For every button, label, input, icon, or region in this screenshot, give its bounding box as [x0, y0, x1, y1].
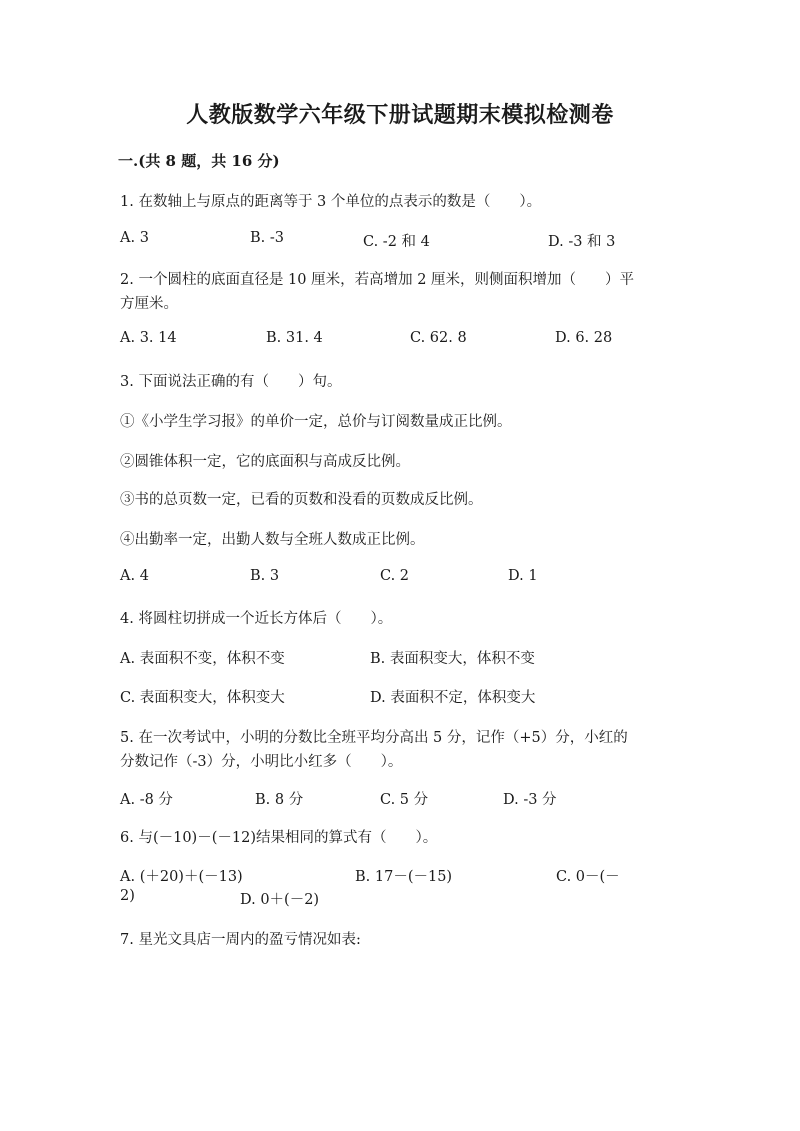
- question-1-option-d: D. -3 和 3: [548, 234, 616, 250]
- question-6-option-a: A. (＋20)＋(－13): [120, 869, 243, 885]
- question-4-stem: 4. 将圆柱切拼成一个近长方体后（ ）。: [120, 611, 393, 627]
- question-3-option-b: B. 3: [250, 568, 280, 584]
- question-3-option-a: A. 4: [120, 568, 149, 584]
- question-5-option-d: D. -3 分: [503, 792, 557, 808]
- question-2-stem-line-2: 方厘米。: [120, 296, 178, 312]
- question-1-option-c: C. -2 和 4: [363, 234, 430, 250]
- question-5-stem-line-2: 分数记作（-3）分，小明比小红多（ ）。: [120, 754, 403, 770]
- question-2-option-c: C. 62. 8: [410, 330, 467, 346]
- question-5-option-c: C. 5 分: [380, 792, 429, 808]
- question-1-stem: 1. 在数轴上与原点的距离等于 3 个单位的点表示的数是（ ）。: [120, 194, 542, 210]
- question-4-option-b: B. 表面积变大，体积不变: [370, 651, 535, 667]
- question-6-option-c-end: 2): [120, 888, 135, 904]
- question-6-stem: 6. 与(－10)－(－12)结果相同的算式有（ ）。: [120, 830, 438, 846]
- question-5-option-b: B. 8 分: [255, 792, 304, 808]
- question-6-option-c-start: C. 0－(－: [556, 869, 620, 885]
- question-3-statement-1: ①《小学生学习报》的单价一定，总价与订阅数量成正比例。: [120, 414, 512, 430]
- question-6-option-d: D. 0＋(－2): [240, 892, 320, 908]
- question-3-statement-2: ②圆锥体积一定，它的底面积与高成反比例。: [120, 454, 410, 470]
- question-7-stem: 7. 星光文具店一周内的盈亏情况如表:: [120, 932, 361, 948]
- question-4-option-d: D. 表面积不定，体积变大: [370, 690, 536, 706]
- question-4-option-a: A. 表面积不变，体积不变: [120, 651, 285, 667]
- question-5-option-a: A. -8 分: [120, 792, 173, 808]
- question-6-option-b: B. 17－(－15): [355, 869, 453, 885]
- question-2-option-d: D. 6. 28: [555, 330, 613, 346]
- question-4-option-c: C. 表面积变大，体积变大: [120, 690, 285, 706]
- question-2-stem-line-1: 2. 一个圆柱的底面直径是 10 厘米，若高增加 2 厘米，则侧面积增加（ ）平: [120, 272, 635, 288]
- question-3-statement-4: ④出勤率一定，出勤人数与全班人数成正比例。: [120, 532, 425, 548]
- question-1-option-b: B. -3: [250, 230, 284, 246]
- page-title: 人教版数学六年级下册试题期末模拟检测卷: [186, 102, 614, 128]
- question-3-statement-3: ③书的总页数一定，已看的页数和没看的页数成反比例。: [120, 492, 483, 508]
- question-2-option-a: A. 3. 14: [120, 330, 177, 346]
- question-3-option-d: D. 1: [508, 568, 538, 584]
- question-5-stem-line-1: 5. 在一次考试中，小明的分数比全班平均分高出 5 分，记作（+5）分，小红的: [120, 730, 628, 746]
- question-3-stem: 3. 下面说法正确的有（ ）句。: [120, 374, 342, 390]
- question-3-option-c: C. 2: [380, 568, 410, 584]
- section-heading: 一.(共 8 题，共 16 分): [118, 152, 280, 170]
- question-2-option-b: B. 31. 4: [266, 330, 323, 346]
- question-1-option-a: A. 3: [120, 230, 149, 246]
